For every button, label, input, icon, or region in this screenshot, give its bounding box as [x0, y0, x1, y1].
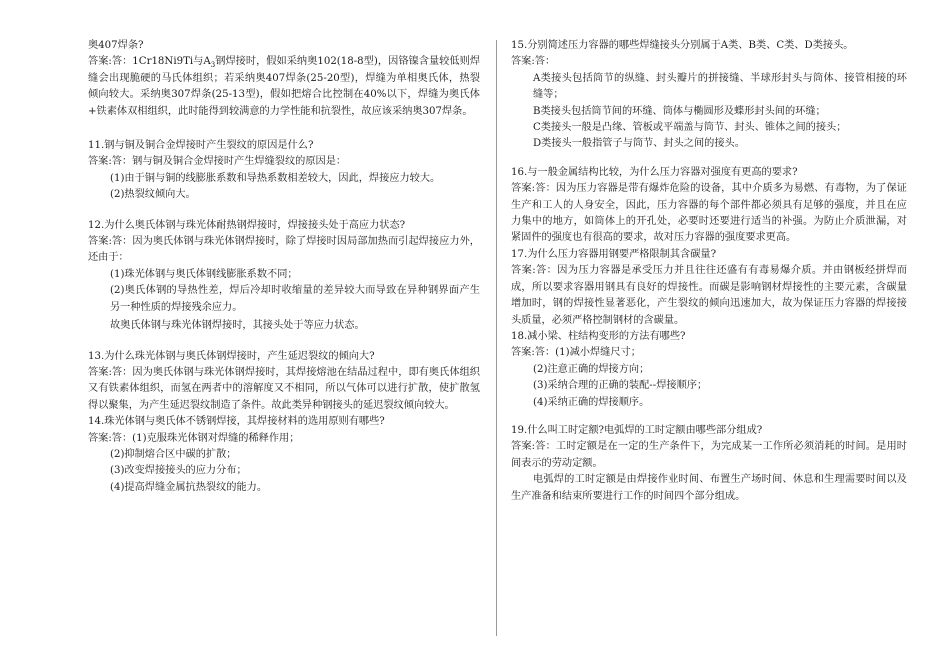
- answer-item: (2)注意正确的焊接方向；: [533, 363, 650, 375]
- answer-item: (4)提高焊缝金属抗热裂纹的能力。: [110, 481, 268, 493]
- question-text: 11.钢与铜及铜合金焊接时产生裂纹的原因是什么?: [88, 140, 314, 152]
- question-text: 13.为什么珠光体钢与奥氏体钢焊接时，产生延迟裂纹的倾向大?: [88, 350, 375, 362]
- answer-text: 答案:答：工时定额是在一定的生产条件下，为完成某一工作所必须消耗的时间。是用时间表示的劳动定额。: [511, 441, 907, 469]
- question-15: [511, 38, 907, 153]
- question-text: 14.珠光体钢与奥氏体不锈钢焊接，其焊接材料的选用原则有哪些?: [88, 416, 385, 428]
- question-18: [511, 329, 907, 411]
- answer-item: (3)采纳合理的正确的装配--焊接顺序；: [533, 380, 708, 392]
- answer-text: 答案:答：因为压力容器是承受压力并且往往还盛有有毒易爆介质。并由钢板经拼焊而成，所以要求容器用钢具有良好的焊接性。而碳是影响钢材焊接性的主要元素，含碳量增加时，钢的焊接性显著恶化，产生裂纹的倾向迅速加大，故为保证压力容器的焊接接头质量，必须严格控制钢材的含碳量。: [511, 265, 907, 326]
- question-16: [511, 165, 907, 247]
- answer-item: (1)珠光体钢与奥氏体钢线膨胀系数不同；: [110, 268, 298, 280]
- answer-text: 答案:答：1Cr18Ni9Ti与$A_3$钢焊接时，假如采纳奥102(18-8型)，因铬镍含量较低则焊缝会出现脆硬的马氏体组织；若采纳奥407焊条(25-20型)，焊缝为单相奥氏体，热裂倾向较大。采纳奥307焊条(25-13型)，假如把熔合比控制在40%以下，焊缝为奥氏体+铁素体双相组织，此时能得到较满意的力学性能和抗裂性，故应该采纳奥307焊条。: [88, 56, 481, 117]
- question-19: [511, 423, 907, 505]
- question-text: 奥407焊条?: [88, 40, 144, 51]
- answer-item: D类接头一般指管子与筒节、封头之间的接头。: [533, 138, 745, 150]
- question-12: [88, 218, 480, 335]
- answer-item: (2)热裂纹倾向大。: [110, 189, 196, 201]
- answer-text: 答案:答：因为奥氏体钢与珠光体钢焊接时，其焊接熔池在结晶过程中，即有奥氏体组织又有铁素体组织，而氢在两者中的溶解度又不相同，所以气体可以进行扩散，使扩散氢得以聚集，为产生延迟裂纹制造了条件。故此类异种钢接头的延迟裂纹倾向较大。: [88, 366, 480, 411]
- answer-item: A类接头包括筒节的纵缝、封头瓣片的拼接缝、半球形封头与筒体、接管相接的环缝等；: [533, 72, 907, 101]
- subscript: 3: [210, 61, 216, 70]
- question-text: 16.与一般金属结构比较，为什么压力容器对强度有更高的要求?: [511, 166, 798, 178]
- answer-item: C类接头一般是凸缘、管板或平端盖与筒节、封头、锥体之间的接头；: [533, 122, 847, 134]
- question-text: 19.什么叫工时定额?电弧焊的工时定额由哪些部分组成?: [511, 424, 763, 436]
- answer-text: 答案:答：(1)减小焊缝尺寸；: [511, 347, 641, 359]
- answer-item: (2)奥氏体钢的导热性差，焊后冷却时收缩量的差异较大而导致在异种钢界面产生另一种性质的焊接残余应力。: [110, 285, 480, 313]
- question-14: [88, 414, 480, 496]
- question-text: 12.为什么奥氏体钢与珠光体耐热钢焊接时，焊接接头处于高应力状态?: [88, 219, 406, 231]
- answer-item: B类接头包括筒节间的环缝、筒体与椭圆形及蝶形封头间的环缝；: [533, 105, 826, 117]
- question-10: [88, 38, 480, 120]
- question-13: [88, 349, 480, 415]
- answer-text: 答案:答：因为奥氏体钢与珠光体钢焊接时，除了焊接时因局部加热而引起焊接应力外，还由于：: [88, 236, 480, 264]
- question-11: [88, 138, 480, 204]
- question-text: 18.减小梁、柱结构变形的方法有哪些?: [511, 330, 686, 342]
- question-17: [511, 247, 907, 329]
- question-text: 17.为什么压力容器用钢要严格限制其含碳量?: [511, 248, 717, 260]
- right-column: [511, 38, 907, 505]
- answer-text: 答案:答：因为压力容器是带有爆炸危险的设备，其中介质多为易燃、有毒物，为了保证生产和工人的人身安全，因此，压力容器的每个部件都必须具有足够的强度，并且在应力集中的地方，如筒体上的开孔处，必要时还要进行适当的补强。为防止介质泄漏，对紧固件的强度也有很高的要求，故对压力容器的强度要求更高。: [511, 183, 907, 244]
- answer-conclusion: 电弧焊的工时定额是由焊接作业时间、布置生产场时间、休息和生理需要时间以及生产准备和结束所要进行工作的时间四个部分组成。: [511, 474, 907, 502]
- answer-item: (2)抑制熔合区中碳的扩散；: [110, 448, 237, 460]
- answer-item: (3)改变焊接接头的应力分布；: [110, 465, 247, 477]
- column-divider: [496, 40, 497, 636]
- answer-text: 答案:答：(1)克服珠光体钢对焊缝的稀释作用；: [88, 432, 300, 444]
- answer-text: 答案:答：钢与铜及铜合金焊接时产生焊缝裂纹的原因是：: [88, 156, 347, 168]
- answer-item: (4)采纳正确的焊接顺序。: [533, 396, 650, 408]
- left-column: [88, 38, 480, 496]
- answer-text: 答案:答：: [511, 56, 556, 68]
- answer-item: (1)由于铜与铜的线膨胀系数和导热系数相差较大，因此，焊接应力较大。: [110, 172, 441, 184]
- answer-conclusion: 故奥氏体钢与珠光体钢焊接时，其接头处于等应力状态。: [110, 320, 365, 332]
- question-text: 15.分别简述压力容器的哪些焊缝接头分别属于A类、B类、C类、D类接头。: [511, 40, 854, 51]
